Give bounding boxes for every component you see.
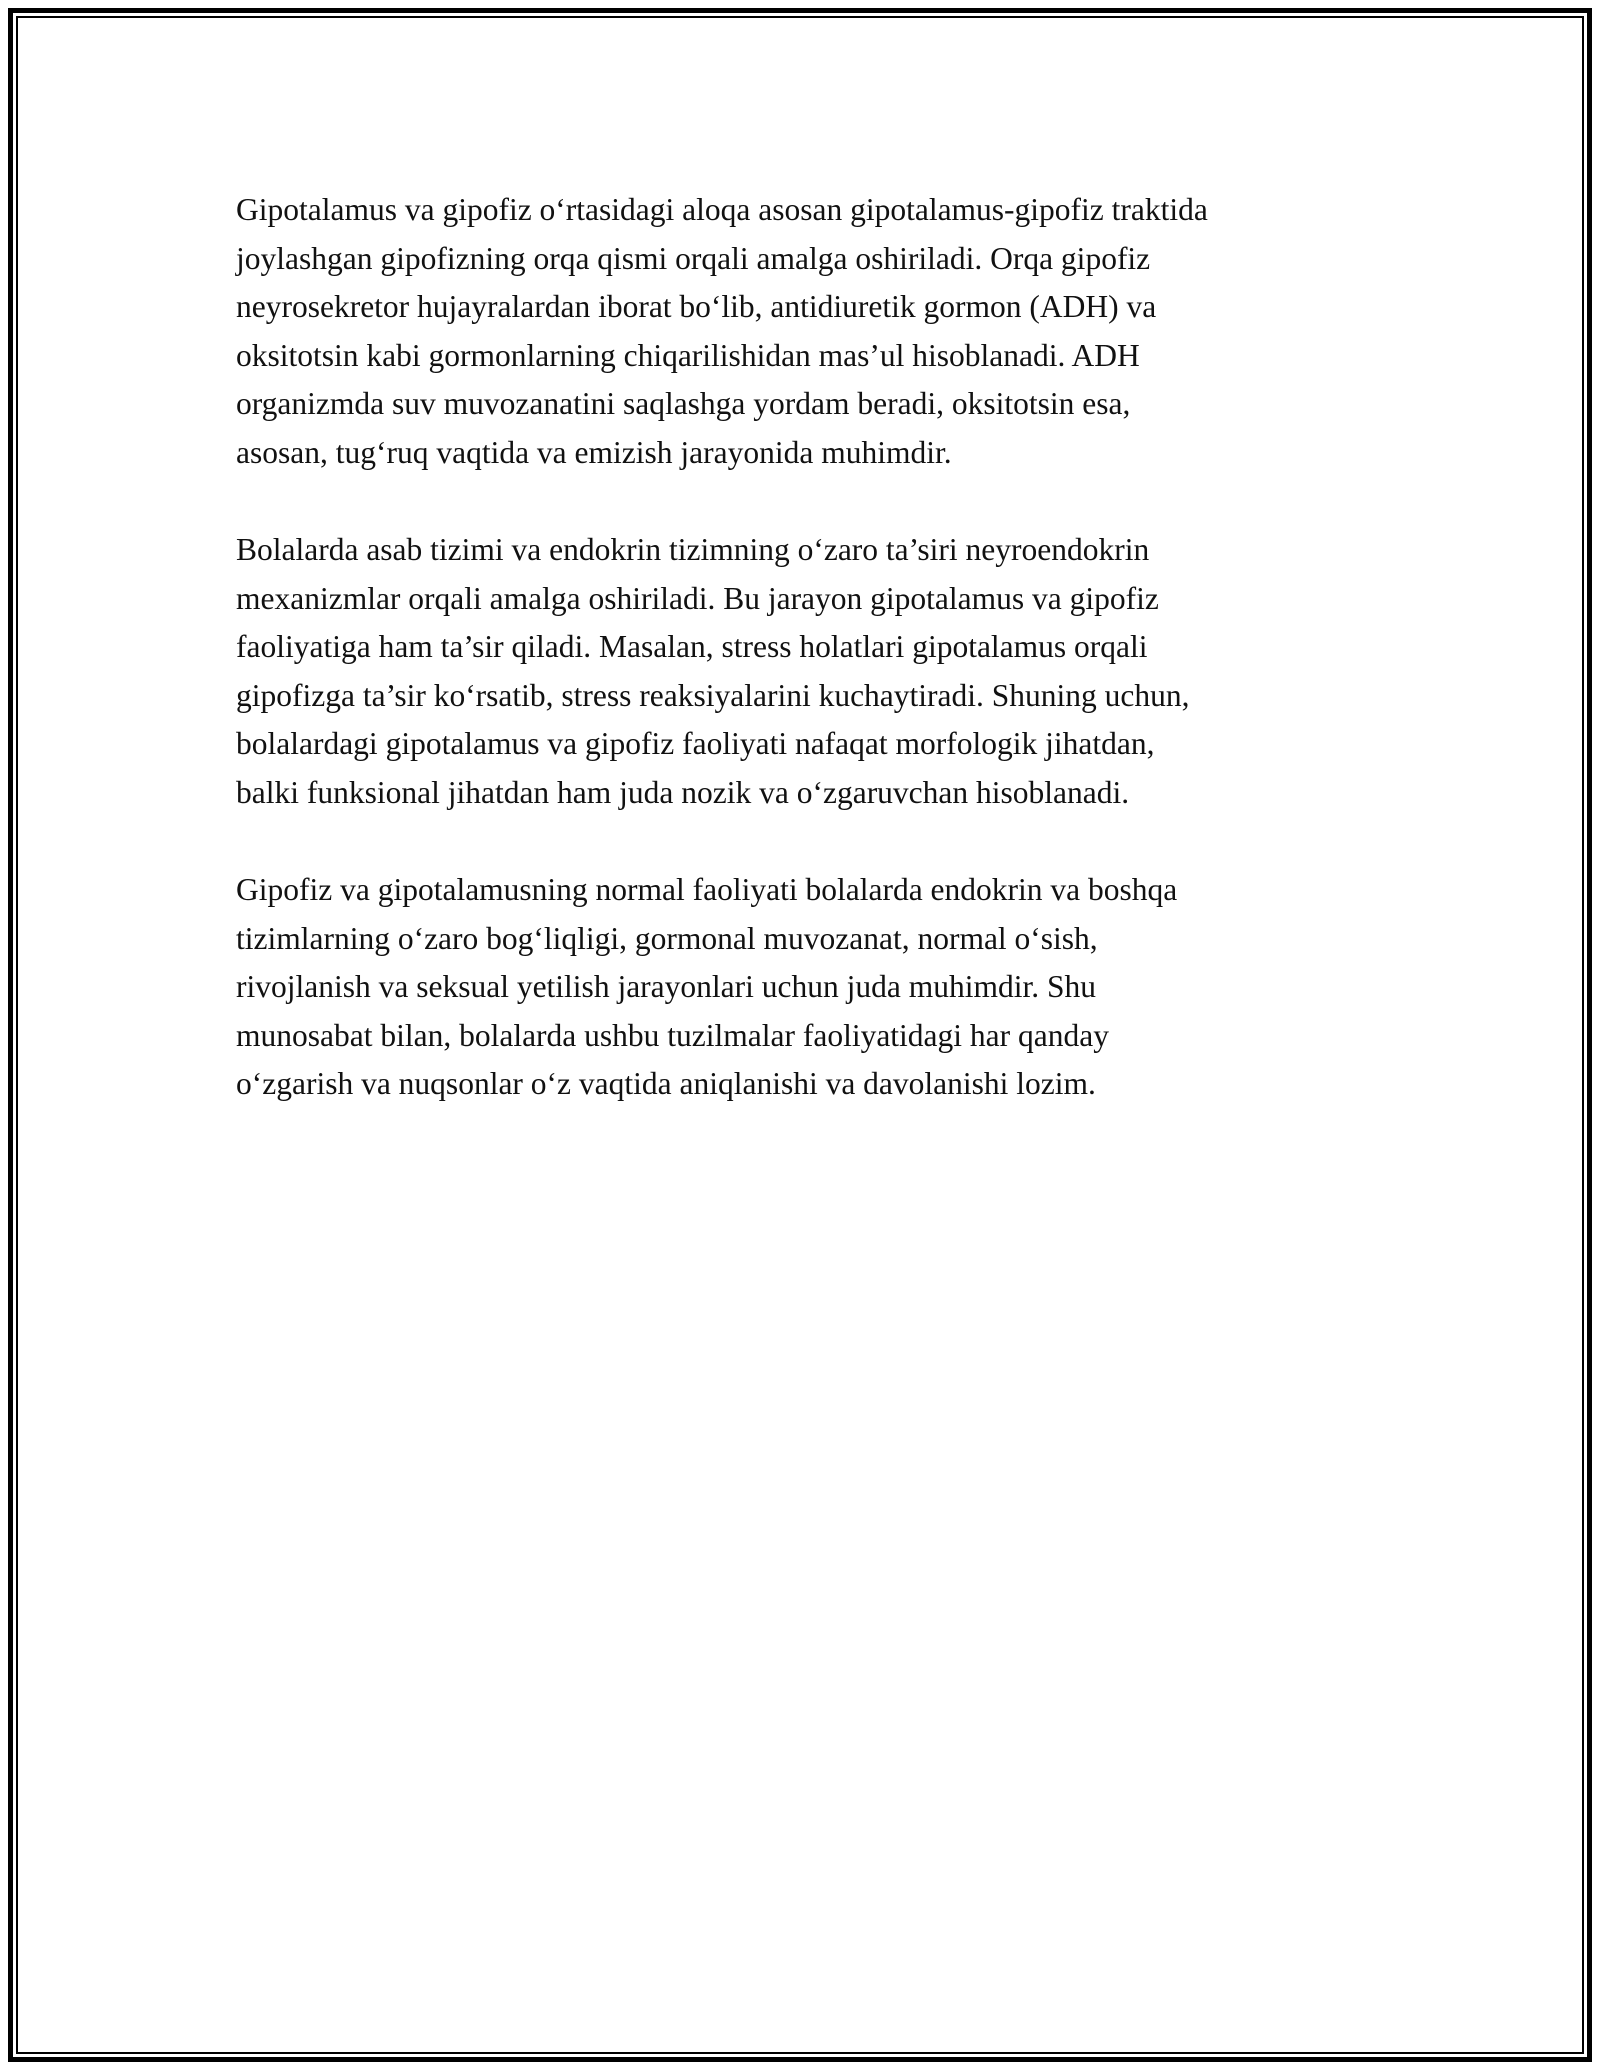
paragraph-normal-function bbox=[236, 866, 1396, 1109]
text-line: balki funksional jihatdan ham juda nozik va o‘zgaruvchan hisoblanadi. bbox=[236, 774, 1130, 810]
text-line: oksitotsin kabi gormonlarning chiqarilishidan mas’ul hisoblanadi. ADH bbox=[236, 337, 1140, 373]
text-line: neyrosekretor hujayralardan iborat bo‘lib, antidiuretik gormon (ADH) va bbox=[236, 289, 1157, 324]
text-line: Gipofiz va gipotalamusning normal faoliyati bolalarda endokrin va boshqa bbox=[236, 872, 1178, 907]
text-line: bolalardagi gipotalamus va gipofiz faoliyati nafaqat morfologik jihatdan, bbox=[236, 726, 1155, 761]
paragraph-neuroendocrine-interaction bbox=[236, 526, 1396, 817]
text-line: joylashgan gipofizning orqa qismi orqali amalga oshiriladi. Orqa gipofiz bbox=[236, 240, 1151, 276]
document-body bbox=[236, 186, 1396, 1158]
text-line: gipofizga ta’sir ko‘rsatib, stress reaksiyalarini kuchaytiradi. Shuning uchun, bbox=[236, 677, 1190, 713]
text-line: munosabat bilan, bolalarda ushbu tuzilmalar faoliyatidagi har qanday bbox=[236, 1017, 1109, 1053]
text-line: organizmda suv muvozanatini saqlashga yordam beradi, oksitotsin esa, bbox=[236, 386, 1131, 421]
text-line: rivojlanish va seksual yetilish jarayonlari uchun juda muhimdir. Shu bbox=[236, 969, 1096, 1004]
text-line: Bolalarda asab tizimi va endokrin tizimning o‘zaro ta’siri neyroendokrin bbox=[236, 532, 1150, 567]
text-line: mexanizmlar orqali amalga oshiriladi. Bu jarayon gipotalamus va gipofiz bbox=[236, 580, 1159, 616]
text-line: o‘zgarish va nuqsonlar o‘z vaqtida aniqlanishi va davolanishi lozim. bbox=[236, 1066, 1096, 1101]
text-line: faoliyatiga ham ta’sir qiladi. Masalan, stress holatlari gipotalamus orqali bbox=[236, 629, 1148, 664]
text-line: Gipotalamus va gipofiz o‘rtasidagi aloqa asosan gipotalamus-gipofiz traktida bbox=[236, 192, 1208, 227]
text-line: tizimlarning o‘zaro bog‘liqligi, gormonal muvozanat, normal o‘sish, bbox=[236, 920, 1098, 956]
paragraph-hypothalamus-pituitary-link bbox=[236, 186, 1396, 477]
text-line: asosan, tug‘ruq vaqtida va emizish jarayonida muhimdir. bbox=[236, 434, 952, 470]
